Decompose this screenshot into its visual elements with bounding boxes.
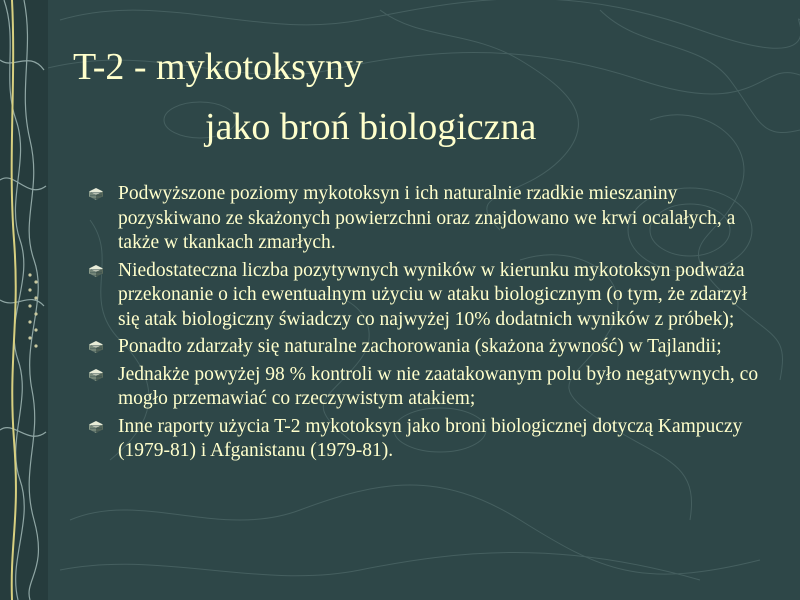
bullet-text-1: Podwyższone poziomy mykotoksyn i ich naturalnie rzadkie mieszaniny pozyskiwano ze skażonych powierzchni oraz znajdowano we krwi ocalałych, a także w tkankach zmarłych.: [118, 183, 736, 253]
bullet-item-2: [88, 259, 768, 333]
bullet-icon: [88, 420, 104, 434]
bullet-text-3: Ponadto zdarzały się naturalne zachorowania (skażona żywność) w Tajlandii;: [118, 336, 722, 357]
bullet-text-5: Inne raporty użycia T-2 mykotoksyn jako broni biologicznej dotyczą Kampuczy (1979-81) i Afganistanu (1979-81).: [118, 415, 743, 461]
bullet-item-3: [88, 335, 768, 360]
bullet-icon: [88, 187, 104, 201]
bullet-text-2: Niedostateczna liczba pozytywnych wyników w kierunku mykotoksyn podważa przekonanie o ich ewentualnym użyciu w ataku biologicznym (o tym, że zdarzył się atak biologiczny świadczy co najwyżej 10% dodatnich wyników z próbek);: [118, 259, 748, 330]
bullet-item-4: [88, 363, 768, 412]
slide-title-line-2: jako broń biologiczna: [205, 106, 537, 148]
bullet-text-4: Jednakże powyżej 98 % kontroli w nie zaatakowanym polu było negatywnych, co mogło przemawiać co rzeczywistym atakiem;: [118, 363, 759, 409]
bullet-icon: [88, 340, 104, 354]
bullet-icon: [88, 264, 104, 278]
bullet-list: [88, 182, 768, 467]
decorative-left-strip: [0, 0, 48, 600]
bullet-item-5: [88, 415, 768, 464]
slide-title-line-1: T-2 - mykotoksyny: [73, 46, 363, 88]
bullet-item-1: [88, 182, 768, 256]
bullet-icon: [88, 368, 104, 382]
